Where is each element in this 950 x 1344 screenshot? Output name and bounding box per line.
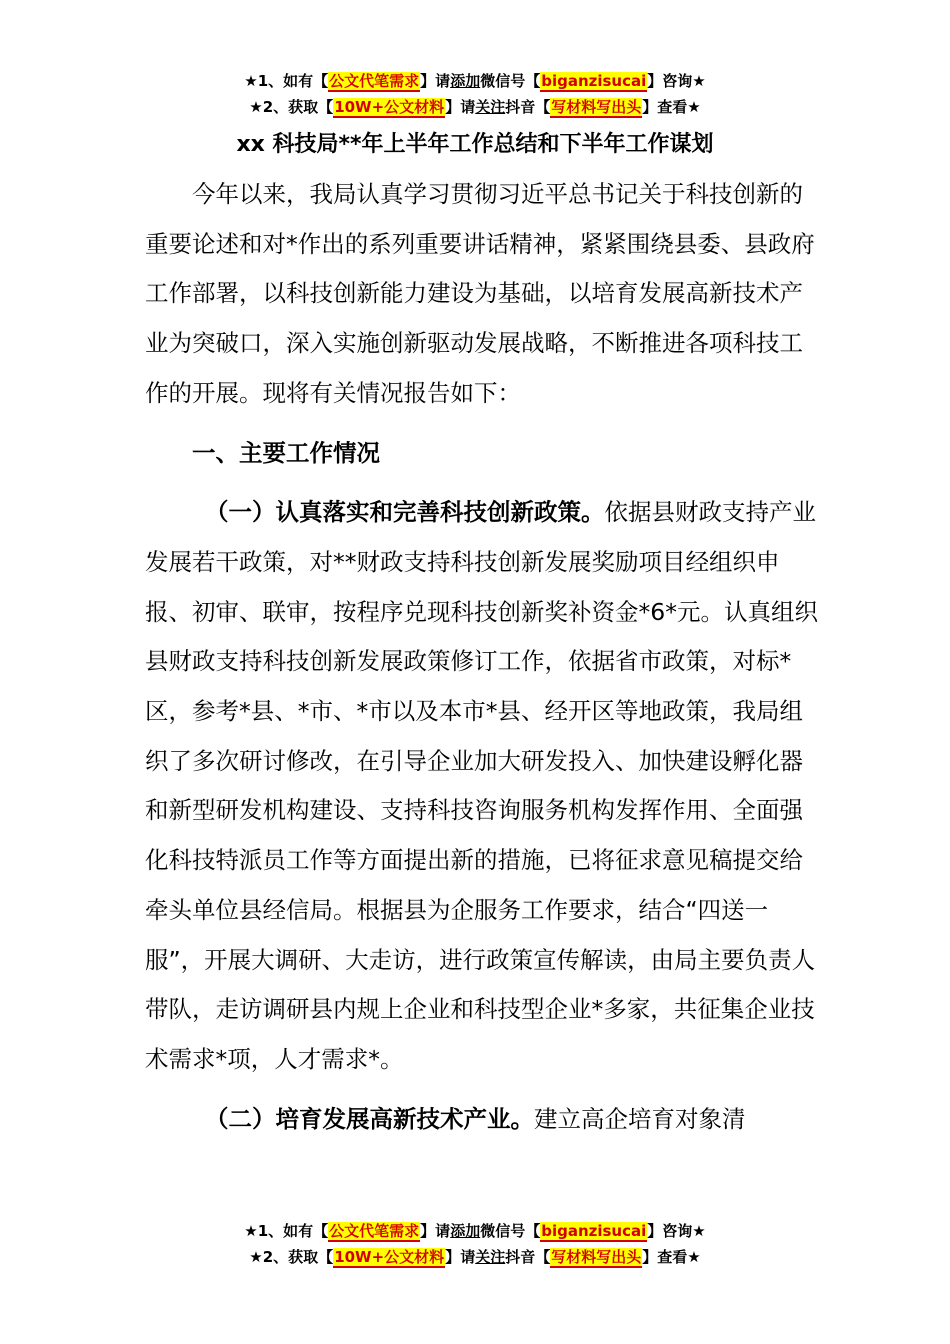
- banner-text: 】咨询★: [647, 1222, 706, 1240]
- banner-text: 】请: [445, 98, 476, 116]
- banner-highlight: 10W+公文材料: [334, 98, 445, 116]
- banner-highlight: 写材料写出头: [551, 98, 642, 116]
- banner-underlined-text: 添加: [450, 1222, 481, 1240]
- banner-text: 微信号【: [480, 1222, 541, 1240]
- banner-text: 抖音【: [505, 1248, 551, 1266]
- section-heading: 一、主要工作情况: [192, 438, 380, 467]
- banner-text: 】查看★: [642, 98, 701, 116]
- item-1-paragraph: [145, 488, 825, 1084]
- banner-text: 】请: [445, 1248, 476, 1266]
- banner-highlight: biganzisucai: [541, 1222, 647, 1240]
- intro-paragraph: 今年以来，我局认真学习贯彻习近平总书记关于科技创新的重要论述和对*作出的系列重要讲话精神，紧紧围绕县委、县政府工作部署，以科技创新能力建设为基础，以培育发展高新技术产业为突破口，深入实施创新驱动发展战略，不断推进各项科技工作的开展。现将有关情况报告如下：: [145, 180, 815, 407]
- banner-line-1: [0, 1218, 950, 1244]
- banner-underlined-text: 关注: [475, 98, 506, 116]
- banner-line-2: [0, 94, 950, 120]
- banner-text: ★2、获取【: [249, 1248, 334, 1266]
- banner-line-2: [0, 1244, 950, 1270]
- top-banner: [0, 68, 950, 120]
- banner-text: 】请: [420, 72, 451, 90]
- banner-highlight: 写材料写出头: [551, 1248, 642, 1266]
- banner-text: 】请: [420, 1222, 451, 1240]
- item-2-body: 建立高企培育对象清: [534, 1104, 746, 1133]
- banner-text: 抖音【: [505, 98, 551, 116]
- banner-text: 】咨询★: [647, 72, 706, 90]
- document-body: [145, 170, 825, 1144]
- banner-highlight: biganzisucai: [541, 72, 647, 90]
- banner-text: ★1、如有【: [244, 72, 329, 90]
- banner-text: ★1、如有【: [244, 1222, 329, 1240]
- item-2-paragraph: [145, 1095, 825, 1145]
- banner-text: 微信号【: [480, 72, 541, 90]
- banner-underlined-text: 添加: [450, 72, 481, 90]
- banner-text: 】查看★: [642, 1248, 701, 1266]
- banner-text: ★2、获取【: [249, 98, 334, 116]
- banner-line-1: [0, 68, 950, 94]
- banner-highlight: 公文代笔需求: [329, 72, 420, 90]
- banner-highlight: 公文代笔需求: [329, 1222, 420, 1240]
- item-2-lead: （二）培育发展高新技术产业。: [205, 1104, 534, 1133]
- bottom-banner: [0, 1218, 950, 1270]
- item-1-lead: （一）认真落实和完善科技创新政策。: [205, 498, 605, 527]
- item-1-body: 依据县财政支持产业发展若干政策，对**财政支持科技创新发展奖励项目经组织申报、初审、联审，按程序兑现科技创新奖补资金*6*元。认真组织县财政支持科技创新发展政策修订工作，依据省市政策，对标*区，参考*县、*市、*市以及本市*县、经开区等地政策，我局组织了多次研讨修改，在引导企业加大研发投入、加快建设孵化器和新型研发机构建设、支持科技咨询服务机构发挥作用、全面强化科技特派员工作等方面提出新的措施，已将征求意见稿提交给牵头单位县经信局。根据县为企服务工作要求，结合“四送一服”，开展大调研、大走访，进行政策宣传解读，由局主要负责人带队，走访调研县内规上企业和科技型企业*多家，共征集企业技术需求*项，人才需求*。: [145, 498, 818, 1073]
- banner-underlined-text: 关注: [475, 1248, 506, 1266]
- banner-highlight: 10W+公文材料: [334, 1248, 445, 1266]
- document-title: xx 科技局**年上半年工作总结和下半年工作谋划: [236, 132, 714, 157]
